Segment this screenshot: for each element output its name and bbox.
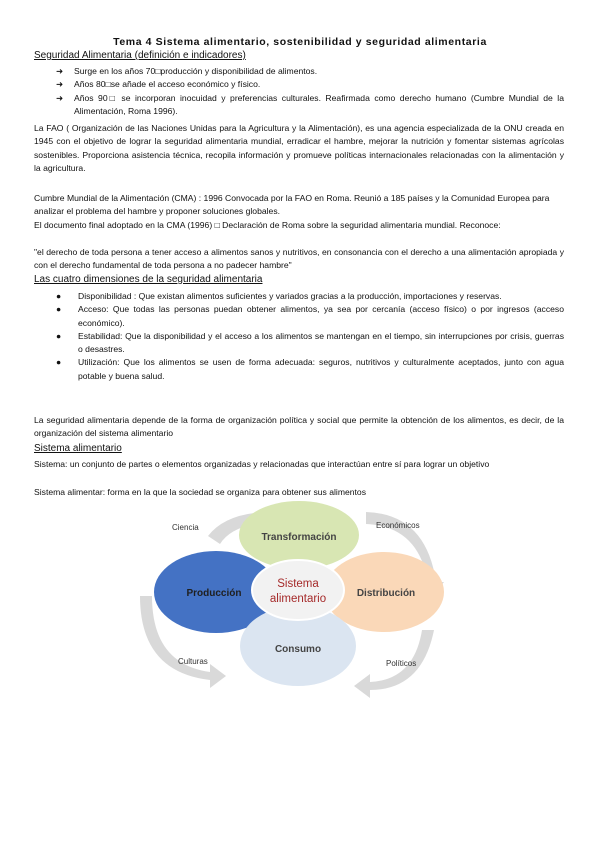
sistema-alimentario-diagram: [130, 500, 470, 700]
center-circle: [252, 560, 344, 620]
sistema-definition: Sistema: un conjunto de partes o elementos organizadas y relacionadas que interactúan entre sí para lograr un objetivo: [34, 459, 490, 469]
center-label-line1: Sistema: [277, 578, 319, 590]
list-item: ● Estabilidad: Que la disponibilidad y el acceso a los alimentos se mantengan en el tiempo, sin interrupciones por crisis, guerras o desastres.: [56, 330, 564, 355]
section-heading-seguridad: Seguridad Alimentaria (definición e indicadores): [34, 50, 246, 61]
label-consumo: Consumo: [274, 644, 322, 655]
list-item: ➜ Años 80□se añade el acceso económico y físico.: [56, 78, 564, 91]
arrow-bullet-icon: ➜: [56, 79, 64, 90]
quote-paragraph: "el derecho de toda persona a tener acceso a alimentos sanos y nutritivos, en consonancia con el derecho a una alimentación apropiada y con el derecho fundamental de toda persona a no padecer hambre": [34, 247, 564, 271]
declaration-paragraph: El documento final adoptado en la CMA (1996) □ Declaración de Roma sobre la seguridad alimentaria mundial. Reconoce:: [34, 220, 501, 230]
section-heading-dimensiones: Las cuatro dimensiones de la seguridad alimentaria: [34, 274, 263, 285]
list-item: ● Disponibilidad : Que existan alimentos suficientes y variados gracias a la producción, importaciones y reservas.: [56, 290, 564, 303]
list-item: ➜ Años 90□ se incorporan inocuidad y preferencias culturales. Reafirmada como derecho humano (Cumbre Mundial de la Alimentación, Roma 1996).: [56, 92, 564, 116]
organizacion-paragraph: La seguridad alimentaria depende de la forma de organización política y social que permite la obtención de los alimentos, es decir, de la organización del sistema alimentario: [34, 415, 564, 439]
label-transformacion: Transformación: [261, 532, 337, 543]
dot-bullet-icon: ●: [56, 304, 62, 315]
sistema-alimentar-definition: Sistema alimentar: forma en la que la sociedad se organiza para obtener sus alimentos: [34, 487, 366, 497]
section-heading-sistema: Sistema alimentario: [34, 443, 122, 454]
arrow-label-ciencia: Ciencia: [172, 523, 199, 532]
arrow-bullet-icon: ➜: [56, 66, 64, 76]
dimensions-list: [56, 290, 564, 383]
fao-paragraph: La FAO ( Organización de las Naciones Unidas para la Agricultura y la Alimentación), es una agencia especializada de la ONU creada en 1945 con el objetivo de lograr la seguridad alimentaria mundial, erradicar el hambre, mejorar la nutrición y fomentar sistemas agrícolas sostenibles. Proporciona asistencia técnica, recopila información y promueve políticas internacionales relacionadas con la alimentación y la agricultura.: [34, 123, 564, 173]
dot-bullet-icon: ●: [56, 291, 62, 301]
label-produccion: Producción: [186, 588, 242, 599]
center-label-line2: alimentario: [269, 593, 327, 605]
list-item: ● Utilización: Que los alimentos se usen de forma adecuada: seguros, nutritivos y culturalmente aceptados, junto con agua potable y buena salud.: [56, 357, 564, 381]
page-title: Tema 4 Sistema alimentario, sostenibilidad y seguridad alimentaria: [113, 36, 487, 48]
label-distribucion: Distribución: [356, 588, 416, 599]
arrow-label-economicos: Económicos: [376, 521, 420, 530]
cma-paragraph: Cumbre Mundial de la Alimentación (CMA) : 1996 Convocada por la FAO en Roma. Reunió a 185 países y la Comunidad Europea para analizar el problema del hambre y proponer soluciones globales.: [34, 193, 550, 217]
history-list: [56, 65, 564, 118]
list-item: ➜ Surge en los años 70□producción y disponibilidad de alimentos.: [56, 65, 564, 78]
arrow-bullet-icon: ➜: [56, 92, 64, 103]
dot-bullet-icon: ●: [56, 330, 62, 341]
arrow-label-politicos: Políticos: [386, 659, 417, 668]
arrow-label-culturas: Culturas: [178, 657, 208, 666]
list-item: ● Acceso: Que todas las personas puedan obtener alimentos, ya sea por cercanía (acceso físico) o por ingresos (acceso económico).: [56, 304, 564, 328]
dot-bullet-icon: ●: [56, 357, 62, 368]
